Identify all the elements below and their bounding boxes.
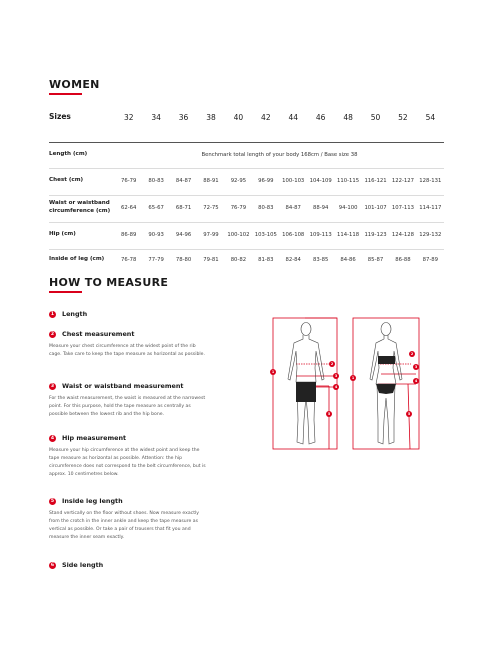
- step-title: Waist or waistband measurement: [62, 382, 184, 390]
- table-cell: 62-64: [121, 205, 137, 211]
- table-cell: 85-87: [367, 257, 384, 263]
- marker-label: 3: [414, 365, 418, 370]
- female-bottoms: [376, 384, 396, 394]
- table-cell: 100-103: [282, 178, 305, 184]
- women-heading: WOMEN: [49, 78, 100, 91]
- table-cell: 68-71: [175, 205, 192, 211]
- table-cell: 94-100: [338, 205, 358, 211]
- table-cell: 88-94: [312, 205, 329, 211]
- table-row: [49, 173, 444, 189]
- table-cell: 79-81: [203, 257, 219, 263]
- table-cell: 76-79: [230, 205, 247, 211]
- table-cell: 97-99: [203, 232, 219, 238]
- table-cell: 107-113: [391, 205, 414, 211]
- row-cells: [115, 232, 444, 238]
- step-description: Measure your chest circumference at the widest point of the rib cage. Take care to keep the tape measure as horizontal as possible.: [49, 344, 205, 358]
- row-divider: [49, 195, 444, 196]
- row-label: Inside of leg (cm): [49, 256, 105, 263]
- male-shorts: [296, 382, 316, 402]
- step-title: Chest measurement: [62, 330, 135, 338]
- table-cell: 110-115: [337, 178, 360, 184]
- row-divider: [49, 249, 444, 250]
- row-label: Hip (cm): [49, 231, 76, 238]
- table-cell: 82-84: [285, 257, 301, 263]
- marker-label: 5: [407, 412, 411, 417]
- how-to-measure-underline: [49, 291, 82, 293]
- length-note: Benchmark total length of your body 168cm / Base size 38: [201, 152, 358, 158]
- table-cell: 124-128: [391, 232, 414, 238]
- step-title: Length: [62, 310, 88, 318]
- row-label: Waist or waistband circumference (cm): [49, 200, 111, 214]
- body-figures-illustration: [270, 316, 450, 451]
- female-top: [378, 356, 395, 364]
- marker-label: 2: [330, 362, 334, 367]
- table-cell: 103-105: [254, 232, 277, 238]
- table-cell: 90-93: [148, 232, 164, 238]
- table-cell: 84-87: [285, 205, 301, 211]
- table-cell: 88-91: [203, 178, 219, 184]
- sizes-cells: [115, 113, 444, 122]
- table-cell: 86-89: [121, 232, 137, 238]
- table-cell: 83-85: [312, 257, 329, 263]
- length-label: Length (cm): [49, 151, 88, 158]
- marker-label: 1: [351, 376, 355, 381]
- table-cell: 104-109: [309, 178, 332, 184]
- step-number-badge: 2: [50, 331, 55, 337]
- table-cell: 106-108: [282, 232, 305, 238]
- table-cell: 84-86: [340, 257, 356, 263]
- step-side-length: [49, 561, 214, 569]
- row-cells: [115, 257, 444, 263]
- table-cell: 96-99: [258, 178, 274, 184]
- size-header-cell: 52: [398, 112, 408, 122]
- marker-label: 1: [271, 370, 275, 375]
- step-description: For the waist measurement, the waist is measured at the narrowest point. For this purpose, hold the tape measure as centrally as possible between the lowest rib and the hip bone.: [49, 396, 206, 418]
- size-header-cell: 48: [343, 112, 353, 122]
- table-row: [49, 227, 444, 243]
- table-cell: 65-67: [148, 205, 164, 211]
- size-header-cell: 34: [151, 112, 161, 122]
- table-cell: 80-83: [148, 178, 164, 184]
- sizes-header-row: [49, 109, 444, 125]
- table-cell: 78-80: [175, 257, 192, 263]
- table-cell: 116-121: [364, 178, 387, 184]
- row-cells: [115, 205, 444, 211]
- step-description: Stand vertically on the floor without shoes. Now measure exactly from the crotch in the inner ankle and keep the tape measure as vertical as possible. Or take a pair of trousers that fit you and measure the inner seam exactly.: [49, 511, 199, 541]
- step-number-badge: 3: [50, 383, 55, 389]
- table-cell: 94-96: [175, 232, 192, 238]
- table-cell: 81-83: [258, 257, 274, 263]
- size-header-cell: 40: [233, 112, 244, 122]
- row-cells: [115, 178, 444, 184]
- table-cell: 86-88: [395, 257, 411, 263]
- row-divider: [49, 222, 444, 223]
- table-cell: 76-78: [121, 257, 137, 263]
- size-header-cell: 38: [206, 112, 216, 122]
- table-cell: 109-113: [309, 232, 332, 238]
- step-waist: [49, 382, 214, 419]
- table-cell: 84-87: [175, 178, 192, 184]
- step-title: Inside leg length: [62, 497, 123, 505]
- how-to-measure-heading: HOW TO MEASURE: [49, 276, 169, 289]
- step-inside-leg: [49, 497, 214, 542]
- step-description: Measure your hip circumference at the widest point and keep the tape measure as horizontal as possible. Attention: the hip circumference does not correspond to the belt circumference, but is approx. 10 centimetres below.: [49, 448, 206, 478]
- marker-label: 2: [410, 352, 414, 357]
- step-chest: [49, 330, 214, 359]
- table-cell: 114-117: [419, 205, 442, 211]
- size-header-cell: 54: [425, 112, 436, 122]
- step-title: Hip measurement: [62, 434, 127, 442]
- table-cell: 100-102: [227, 232, 250, 238]
- step-number-badge: 6: [50, 562, 55, 568]
- table-cell: 92-95: [230, 178, 247, 184]
- table-cell: 128-131: [419, 178, 442, 184]
- women-heading-underline: [49, 93, 82, 95]
- size-header-cell: 32: [123, 112, 134, 122]
- marker-label: 4: [414, 379, 418, 384]
- marker-label: 5: [327, 412, 331, 417]
- header-divider: [49, 142, 444, 143]
- female-figure: [370, 323, 402, 445]
- step-number-badge: 5: [50, 498, 55, 504]
- table-cell: 87-89: [422, 257, 439, 263]
- table-cell: 119-123: [364, 232, 387, 238]
- step-length: [49, 310, 214, 318]
- step-hip: [49, 434, 214, 479]
- row-label: Chest (cm): [49, 177, 84, 184]
- table-cell: 80-82: [230, 257, 247, 263]
- size-header-cell: 50: [370, 112, 381, 122]
- row-divider: [49, 168, 444, 169]
- step-number-badge: 1: [50, 311, 55, 317]
- table-cell: 80-83: [258, 205, 274, 211]
- table-cell: 72-75: [203, 205, 219, 211]
- step-number-badge: 4: [50, 435, 55, 441]
- table-row: [49, 252, 444, 268]
- size-header-cell: 42: [261, 112, 271, 122]
- marker-label: 3: [334, 374, 338, 379]
- step-title: Side length: [62, 561, 104, 569]
- table-cell: 101-107: [364, 205, 387, 211]
- table-cell: 114-118: [337, 232, 360, 238]
- size-header-cell: 36: [178, 112, 189, 122]
- table-cell: 122-127: [391, 178, 414, 184]
- marker-label: 4: [334, 385, 338, 390]
- table-cell: 77-79: [148, 257, 164, 263]
- measurement-figures: [270, 316, 450, 451]
- size-header-cell: 44: [288, 112, 299, 122]
- length-row: [49, 149, 444, 161]
- table-cell: 76-79: [121, 178, 137, 184]
- sizes-label: Sizes: [49, 111, 71, 121]
- size-header-cell: 46: [315, 112, 326, 122]
- table-cell: 129-132: [419, 232, 442, 238]
- table-row: [49, 197, 444, 219]
